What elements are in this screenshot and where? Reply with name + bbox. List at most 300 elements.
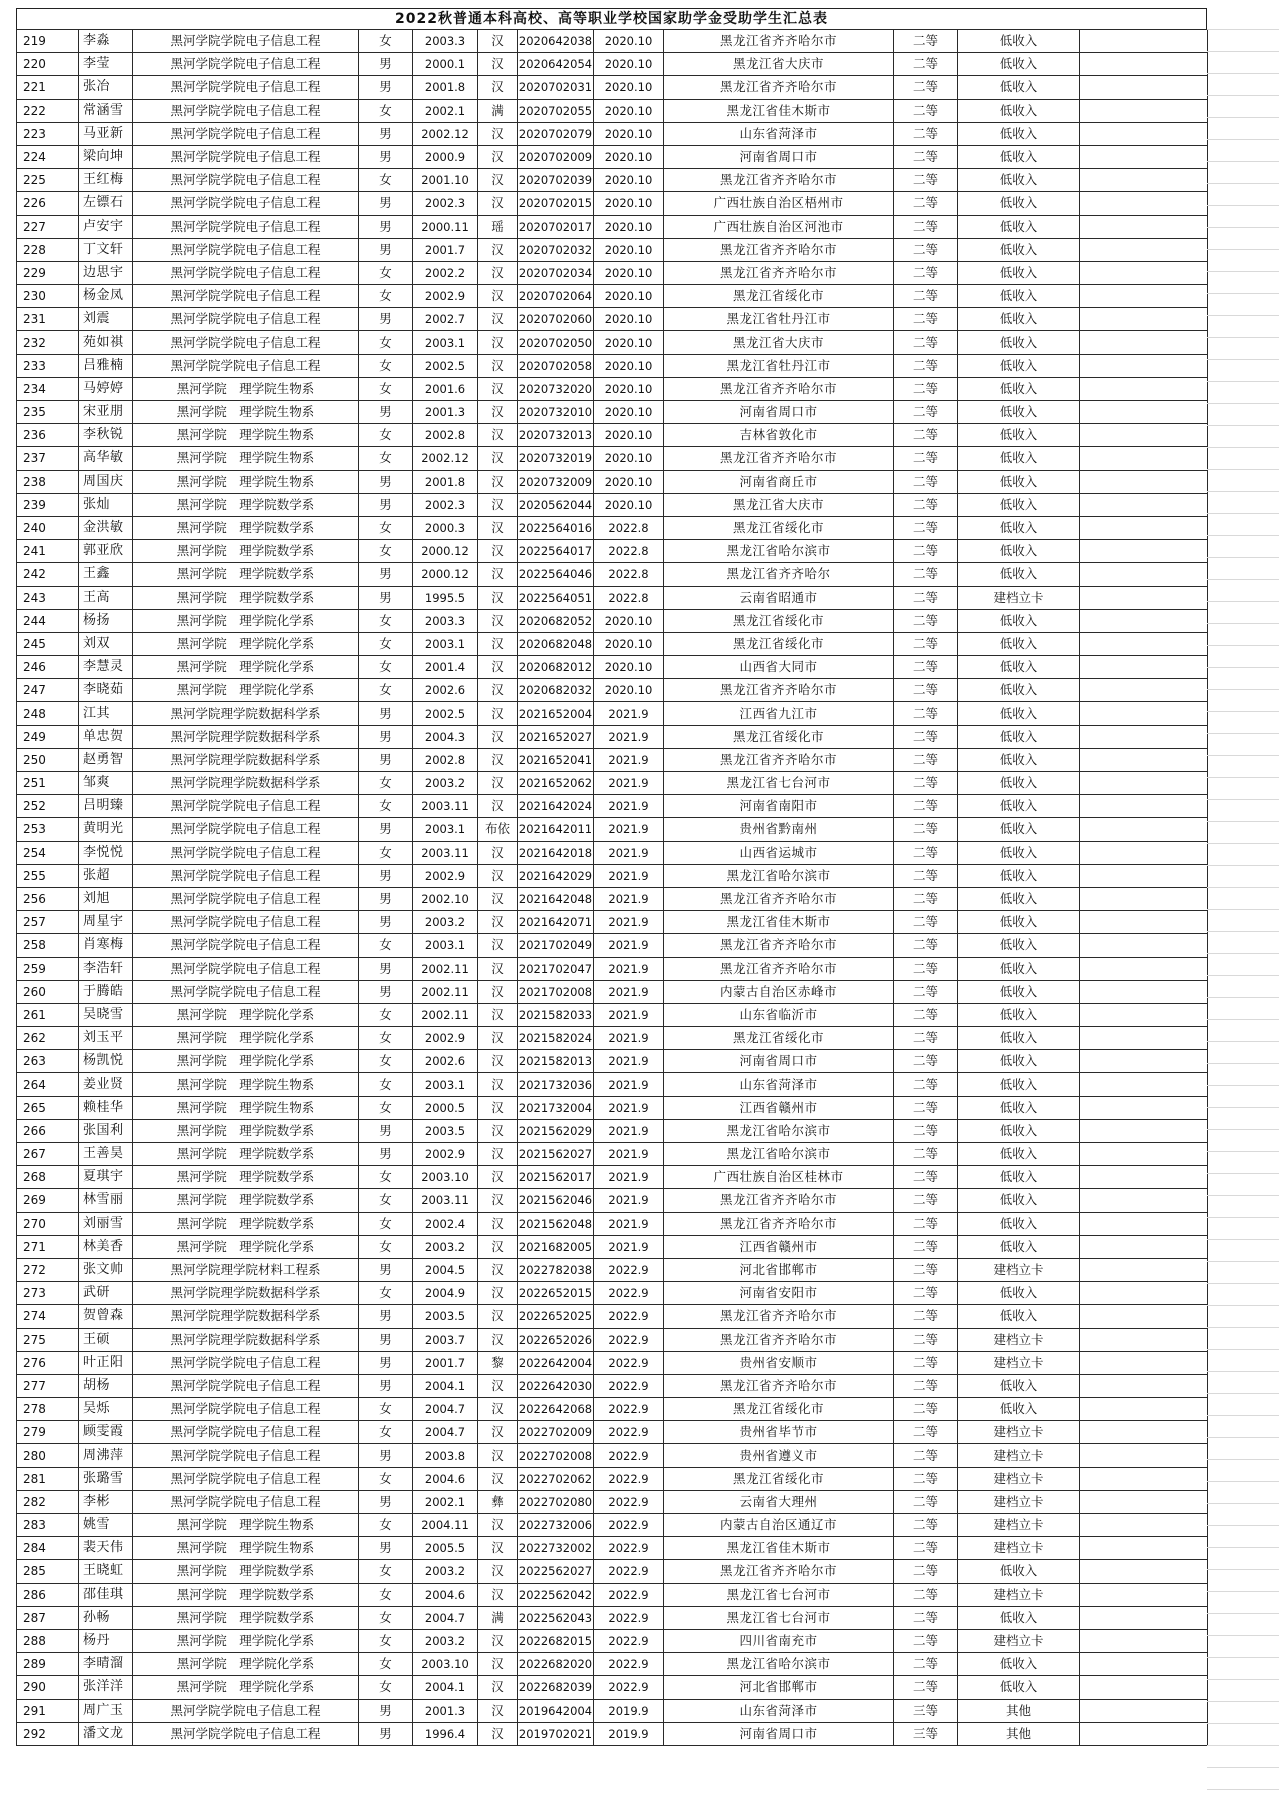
aid-reason-cell: 低收入: [958, 1653, 1080, 1676]
empty-cell: [1080, 53, 1208, 76]
table-row: [17, 1583, 1208, 1606]
birth-date-cell: 2002.11: [413, 957, 478, 980]
student-name-cell: 赵勇智: [79, 748, 133, 771]
enroll-date-cell: 2020.10: [594, 632, 664, 655]
enroll-date-cell: 2022.9: [594, 1537, 664, 1560]
enroll-date-cell: 2020.10: [594, 609, 664, 632]
ethnicity-cell: 汉: [478, 563, 518, 586]
gender-cell: 男: [359, 76, 413, 99]
hometown-cell: 河南省周口市: [664, 1722, 894, 1745]
aid-reason-cell: 建档立卡: [958, 1514, 1080, 1537]
table-row: [17, 540, 1208, 563]
ethnicity-cell: 汉: [478, 540, 518, 563]
hometown-cell: 黑龙江省齐齐哈尔市: [664, 934, 894, 957]
student-name-cell: 左镖石: [79, 192, 133, 215]
student-name-cell: 孙畅: [79, 1606, 133, 1629]
grade-level-cell: 二等: [894, 748, 958, 771]
aid-reason-cell: 低收入: [958, 53, 1080, 76]
table-row: [17, 1282, 1208, 1305]
ethnicity-cell: 汉: [478, 1676, 518, 1699]
department-cell: 黑河学院 理学院生物系: [133, 1537, 359, 1560]
aid-reason-cell: 低收入: [958, 1560, 1080, 1583]
aid-reason-cell: 低收入: [958, 818, 1080, 841]
enroll-date-cell: 2022.9: [594, 1606, 664, 1629]
empty-cell: [1080, 911, 1208, 934]
birth-date-cell: 2002.5: [413, 702, 478, 725]
gender-cell: 男: [359, 145, 413, 168]
enroll-date-cell: 2021.9: [594, 1050, 664, 1073]
gender-cell: 女: [359, 656, 413, 679]
row-number-cell: 245: [17, 632, 79, 655]
enroll-date-cell: 2020.10: [594, 122, 664, 145]
hometown-cell: 河南省周口市: [664, 1050, 894, 1073]
student-id-cell: 2021642011: [518, 818, 594, 841]
department-cell: 黑河学院学院电子信息工程: [133, 215, 359, 238]
birth-date-cell: 2003.11: [413, 1189, 478, 1212]
student-name-cell: 边思宇: [79, 261, 133, 284]
birth-date-cell: 2003.3: [413, 609, 478, 632]
table-row: [17, 1027, 1208, 1050]
enroll-date-cell: 2022.9: [594, 1514, 664, 1537]
row-number-cell: 270: [17, 1212, 79, 1235]
enroll-date-cell: 2021.9: [594, 1166, 664, 1189]
birth-date-cell: 2003.2: [413, 1629, 478, 1652]
department-cell: 黑河学院学院电子信息工程: [133, 1351, 359, 1374]
ethnicity-cell: 汉: [478, 1119, 518, 1142]
grade-level-cell: 二等: [894, 1514, 958, 1537]
birth-date-cell: 2004.6: [413, 1467, 478, 1490]
ethnicity-cell: 汉: [478, 887, 518, 910]
student-id-cell: 2020702017: [518, 215, 594, 238]
table-row: [17, 1073, 1208, 1096]
ethnicity-cell: 瑶: [478, 215, 518, 238]
empty-cell: [1080, 957, 1208, 980]
empty-cell: [1080, 261, 1208, 284]
row-number-cell: 256: [17, 887, 79, 910]
row-number-cell: 219: [17, 30, 79, 53]
hometown-cell: 黑龙江省牡丹江市: [664, 354, 894, 377]
hometown-cell: 黑龙江省大庆市: [664, 331, 894, 354]
birth-date-cell: 2003.11: [413, 795, 478, 818]
aid-reason-cell: 建档立卡: [958, 1421, 1080, 1444]
table-row: [17, 1328, 1208, 1351]
enroll-date-cell: 2020.10: [594, 331, 664, 354]
aid-reason-cell: 低收入: [958, 122, 1080, 145]
empty-cell: [1080, 1050, 1208, 1073]
grade-level-cell: 二等: [894, 1073, 958, 1096]
department-cell: 黑河学院 理学院生物系: [133, 1514, 359, 1537]
hometown-cell: 黑龙江省绥化市: [664, 1027, 894, 1050]
grade-level-cell: 二等: [894, 1676, 958, 1699]
enroll-date-cell: 2021.9: [594, 772, 664, 795]
birth-date-cell: 2001.7: [413, 1351, 478, 1374]
enroll-date-cell: 2020.10: [594, 99, 664, 122]
birth-date-cell: 2000.12: [413, 540, 478, 563]
student-name-cell: 王鑫: [79, 563, 133, 586]
student-id-cell: 2021562048: [518, 1212, 594, 1235]
ethnicity-cell: 汉: [478, 1050, 518, 1073]
grade-level-cell: 二等: [894, 1003, 958, 1026]
student-name-cell: 梁向坤: [79, 145, 133, 168]
student-id-cell: 2022732002: [518, 1537, 594, 1560]
student-name-cell: 叶正阳: [79, 1351, 133, 1374]
grade-level-cell: 二等: [894, 864, 958, 887]
row-number-cell: 236: [17, 424, 79, 447]
student-name-cell: 姚雪: [79, 1514, 133, 1537]
grade-level-cell: 二等: [894, 911, 958, 934]
row-number-cell: 264: [17, 1073, 79, 1096]
grade-level-cell: 二等: [894, 215, 958, 238]
gender-cell: 男: [359, 215, 413, 238]
birth-date-cell: 2003.1: [413, 818, 478, 841]
empty-cell: [1080, 1653, 1208, 1676]
gender-cell: 女: [359, 447, 413, 470]
table-row: [17, 30, 1208, 53]
student-name-cell: 裴天伟: [79, 1537, 133, 1560]
aid-reason-cell: 低收入: [958, 1398, 1080, 1421]
hometown-cell: 贵州省黔南州: [664, 818, 894, 841]
ethnicity-cell: 汉: [478, 1143, 518, 1166]
aid-reason-cell: 低收入: [958, 609, 1080, 632]
student-id-cell: 2020682032: [518, 679, 594, 702]
row-number-cell: 243: [17, 586, 79, 609]
student-name-cell: 李彬: [79, 1490, 133, 1513]
student-id-cell: 2021652062: [518, 772, 594, 795]
enroll-date-cell: 2020.10: [594, 447, 664, 470]
grade-level-cell: 二等: [894, 957, 958, 980]
table-row: [17, 1003, 1208, 1026]
student-name-cell: 杨金凤: [79, 285, 133, 308]
row-number-cell: 266: [17, 1119, 79, 1142]
department-cell: 黑河学院理学院数据科学系: [133, 1282, 359, 1305]
hometown-cell: 黑龙江省齐齐哈尔市: [664, 887, 894, 910]
grade-level-cell: 二等: [894, 818, 958, 841]
ethnicity-cell: 满: [478, 99, 518, 122]
department-cell: 黑河学院 理学院数学系: [133, 516, 359, 539]
student-name-cell: 赖桂华: [79, 1096, 133, 1119]
aid-reason-cell: 低收入: [958, 1606, 1080, 1629]
gender-cell: 男: [359, 1444, 413, 1467]
row-number-cell: 254: [17, 841, 79, 864]
empty-cell: [1080, 1235, 1208, 1258]
aid-reason-cell: 低收入: [958, 447, 1080, 470]
department-cell: 黑河学院 理学院生物系: [133, 1073, 359, 1096]
hometown-cell: 河北省邯郸市: [664, 1676, 894, 1699]
student-id-cell: 2021642048: [518, 887, 594, 910]
ethnicity-cell: 布依: [478, 818, 518, 841]
aid-reason-cell: 低收入: [958, 795, 1080, 818]
row-number-cell: 275: [17, 1328, 79, 1351]
ethnicity-cell: 汉: [478, 1537, 518, 1560]
gender-cell: 女: [359, 285, 413, 308]
enroll-date-cell: 2020.10: [594, 679, 664, 702]
gender-cell: 女: [359, 1096, 413, 1119]
gender-cell: 男: [359, 702, 413, 725]
row-number-cell: 286: [17, 1583, 79, 1606]
student-name-cell: 李秋锐: [79, 424, 133, 447]
table-row: [17, 1119, 1208, 1142]
student-id-cell: 2021652027: [518, 725, 594, 748]
grade-level-cell: 二等: [894, 540, 958, 563]
department-cell: 黑河学院学院电子信息工程: [133, 1722, 359, 1745]
gender-cell: 女: [359, 679, 413, 702]
empty-cell: [1080, 1328, 1208, 1351]
birth-date-cell: 2001.3: [413, 1699, 478, 1722]
grade-level-cell: 二等: [894, 516, 958, 539]
table-row: [17, 1560, 1208, 1583]
ethnicity-cell: 汉: [478, 1235, 518, 1258]
row-number-cell: 250: [17, 748, 79, 771]
department-cell: 黑河学院学院电子信息工程: [133, 122, 359, 145]
birth-date-cell: 2003.11: [413, 841, 478, 864]
department-cell: 黑河学院 理学院数学系: [133, 586, 359, 609]
student-name-cell: 李晓茹: [79, 679, 133, 702]
enroll-date-cell: 2021.9: [594, 934, 664, 957]
hometown-cell: 山东省菏泽市: [664, 1699, 894, 1722]
ethnicity-cell: 汉: [478, 1583, 518, 1606]
gender-cell: 女: [359, 169, 413, 192]
grade-level-cell: 二等: [894, 1050, 958, 1073]
spreadsheet: [16, 8, 1207, 1746]
ethnicity-cell: 汉: [478, 934, 518, 957]
birth-date-cell: 2000.3: [413, 516, 478, 539]
hometown-cell: 黑龙江省绥化市: [664, 1398, 894, 1421]
student-name-cell: 杨凯悦: [79, 1050, 133, 1073]
student-id-cell: 2021582013: [518, 1050, 594, 1073]
student-id-cell: 2020702060: [518, 308, 594, 331]
gender-cell: 女: [359, 1189, 413, 1212]
department-cell: 黑河学院学院电子信息工程: [133, 145, 359, 168]
department-cell: 黑河学院 理学院数学系: [133, 1606, 359, 1629]
department-cell: 黑河学院学院电子信息工程: [133, 169, 359, 192]
ethnicity-cell: 汉: [478, 1328, 518, 1351]
gender-cell: 男: [359, 725, 413, 748]
empty-cell: [1080, 725, 1208, 748]
enroll-date-cell: 2022.8: [594, 540, 664, 563]
row-number-cell: 222: [17, 99, 79, 122]
birth-date-cell: 2003.2: [413, 772, 478, 795]
student-name-cell: 刘双: [79, 632, 133, 655]
gender-cell: 男: [359, 980, 413, 1003]
department-cell: 黑河学院 理学院数学系: [133, 493, 359, 516]
department-cell: 黑河学院学院电子信息工程: [133, 30, 359, 53]
ethnicity-cell: 汉: [478, 1514, 518, 1537]
student-id-cell: 2022682039: [518, 1676, 594, 1699]
birth-date-cell: 2003.5: [413, 1305, 478, 1328]
enroll-date-cell: 2022.9: [594, 1305, 664, 1328]
enroll-date-cell: 2022.9: [594, 1282, 664, 1305]
enroll-date-cell: 2021.9: [594, 980, 664, 1003]
hometown-cell: 黑龙江省齐齐哈尔市: [664, 377, 894, 400]
student-name-cell: 肖寒梅: [79, 934, 133, 957]
hometown-cell: 河南省周口市: [664, 145, 894, 168]
birth-date-cell: 2002.3: [413, 493, 478, 516]
hometown-cell: 黑龙江省绥化市: [664, 285, 894, 308]
empty-cell: [1080, 934, 1208, 957]
gender-cell: 男: [359, 470, 413, 493]
table-row: [17, 1050, 1208, 1073]
empty-cell: [1080, 772, 1208, 795]
table-row: [17, 516, 1208, 539]
aid-reason-cell: 建档立卡: [958, 1467, 1080, 1490]
student-id-cell: 2022564051: [518, 586, 594, 609]
grade-level-cell: 二等: [894, 1305, 958, 1328]
birth-date-cell: 2005.5: [413, 1537, 478, 1560]
table-row: [17, 1258, 1208, 1281]
department-cell: 黑河学院理学院数据科学系: [133, 725, 359, 748]
row-number-cell: 267: [17, 1143, 79, 1166]
student-id-cell: 2022702009: [518, 1421, 594, 1444]
hometown-cell: 黑龙江省哈尔滨市: [664, 1143, 894, 1166]
department-cell: 黑河学院 理学院数学系: [133, 1166, 359, 1189]
birth-date-cell: 2002.8: [413, 748, 478, 771]
student-id-cell: 2020702064: [518, 285, 594, 308]
department-cell: 黑河学院学院电子信息工程: [133, 1421, 359, 1444]
birth-date-cell: 2003.1: [413, 1073, 478, 1096]
department-cell: 黑河学院 理学院生物系: [133, 401, 359, 424]
empty-cell: [1080, 401, 1208, 424]
enroll-date-cell: 2022.9: [594, 1629, 664, 1652]
ethnicity-cell: 汉: [478, 76, 518, 99]
student-id-cell: 2022702008: [518, 1444, 594, 1467]
birth-date-cell: 2002.11: [413, 980, 478, 1003]
student-id-cell: 2021652004: [518, 702, 594, 725]
table-row: [17, 887, 1208, 910]
grade-level-cell: 二等: [894, 772, 958, 795]
grade-level-cell: 三等: [894, 1699, 958, 1722]
row-number-cell: 282: [17, 1490, 79, 1513]
student-id-cell: 2021682005: [518, 1235, 594, 1258]
table-row: [17, 261, 1208, 284]
student-id-cell: 2022652015: [518, 1282, 594, 1305]
row-number-cell: 242: [17, 563, 79, 586]
aid-reason-cell: 建档立卡: [958, 1444, 1080, 1467]
empty-cell: [1080, 1189, 1208, 1212]
enroll-date-cell: 2022.9: [594, 1490, 664, 1513]
aid-reason-cell: 建档立卡: [958, 586, 1080, 609]
grade-level-cell: 二等: [894, 1653, 958, 1676]
student-name-cell: 李浩轩: [79, 957, 133, 980]
empty-cell: [1080, 447, 1208, 470]
student-name-cell: 潘文龙: [79, 1722, 133, 1745]
row-number-cell: 259: [17, 957, 79, 980]
empty-cell: [1080, 331, 1208, 354]
student-id-cell: 2022682020: [518, 1653, 594, 1676]
student-name-cell: 周广玉: [79, 1699, 133, 1722]
grade-level-cell: 二等: [894, 331, 958, 354]
hometown-cell: 黑龙江省齐齐哈尔市: [664, 238, 894, 261]
row-number-cell: 226: [17, 192, 79, 215]
department-cell: 黑河学院学院电子信息工程: [133, 76, 359, 99]
grade-level-cell: 二等: [894, 192, 958, 215]
student-name-cell: 杨丹: [79, 1629, 133, 1652]
grade-level-cell: 二等: [894, 145, 958, 168]
grade-level-cell: 二等: [894, 980, 958, 1003]
department-cell: 黑河学院学院电子信息工程: [133, 841, 359, 864]
empty-cell: [1080, 1305, 1208, 1328]
birth-date-cell: 2001.10: [413, 169, 478, 192]
aid-reason-cell: 建档立卡: [958, 1629, 1080, 1652]
row-number-cell: 238: [17, 470, 79, 493]
student-id-cell: 2021702008: [518, 980, 594, 1003]
hometown-cell: 黑龙江省绥化市: [664, 516, 894, 539]
table-row: [17, 609, 1208, 632]
row-number-cell: 257: [17, 911, 79, 934]
hometown-cell: 黑龙江省齐齐哈尔市: [664, 261, 894, 284]
student-id-cell: 2022652025: [518, 1305, 594, 1328]
department-cell: 黑河学院 理学院化学系: [133, 1676, 359, 1699]
row-number-cell: 261: [17, 1003, 79, 1026]
gender-cell: 男: [359, 1722, 413, 1745]
table-row: [17, 1514, 1208, 1537]
grade-level-cell: 二等: [894, 1027, 958, 1050]
aid-reason-cell: 低收入: [958, 470, 1080, 493]
row-number-cell: 235: [17, 401, 79, 424]
birth-date-cell: 2003.2: [413, 911, 478, 934]
gender-cell: 男: [359, 1374, 413, 1397]
ethnicity-cell: 汉: [478, 679, 518, 702]
hometown-cell: 黑龙江省齐齐哈尔市: [664, 169, 894, 192]
table-row: [17, 53, 1208, 76]
department-cell: 黑河学院学院电子信息工程: [133, 980, 359, 1003]
student-id-cell: 2022642068: [518, 1398, 594, 1421]
birth-date-cell: 2003.2: [413, 1235, 478, 1258]
gender-cell: 男: [359, 563, 413, 586]
gender-cell: 男: [359, 192, 413, 215]
row-number-cell: 244: [17, 609, 79, 632]
empty-cell: [1080, 887, 1208, 910]
ethnicity-cell: 汉: [478, 1722, 518, 1745]
aid-reason-cell: 低收入: [958, 516, 1080, 539]
table-row: [17, 424, 1208, 447]
empty-cell: [1080, 285, 1208, 308]
birth-date-cell: 2002.6: [413, 679, 478, 702]
enroll-date-cell: 2022.9: [594, 1560, 664, 1583]
student-id-cell: 2020642038: [518, 30, 594, 53]
hometown-cell: 黑龙江省哈尔滨市: [664, 864, 894, 887]
aid-reason-cell: 低收入: [958, 308, 1080, 331]
student-name-cell: 林雪丽: [79, 1189, 133, 1212]
table-row: [17, 122, 1208, 145]
row-number-cell: 225: [17, 169, 79, 192]
table-row: [17, 1653, 1208, 1676]
gender-cell: 女: [359, 331, 413, 354]
table-row: [17, 493, 1208, 516]
aid-reason-cell: 低收入: [958, 331, 1080, 354]
department-cell: 黑河学院学院电子信息工程: [133, 1444, 359, 1467]
gender-cell: 女: [359, 1003, 413, 1026]
birth-date-cell: 2000.1: [413, 53, 478, 76]
birth-date-cell: 2003.1: [413, 934, 478, 957]
gender-cell: 女: [359, 841, 413, 864]
birth-date-cell: 2003.10: [413, 1653, 478, 1676]
grade-level-cell: 二等: [894, 53, 958, 76]
grade-level-cell: 二等: [894, 285, 958, 308]
hometown-cell: 广西壮族自治区桂林市: [664, 1166, 894, 1189]
department-cell: 黑河学院 理学院数学系: [133, 563, 359, 586]
department-cell: 黑河学院学院电子信息工程: [133, 957, 359, 980]
gender-cell: 女: [359, 609, 413, 632]
gender-cell: 女: [359, 1514, 413, 1537]
department-cell: 黑河学院理学院数据科学系: [133, 1305, 359, 1328]
student-id-cell: 2021562017: [518, 1166, 594, 1189]
student-id-cell: 2022642030: [518, 1374, 594, 1397]
ethnicity-cell: 汉: [478, 145, 518, 168]
empty-cell: [1080, 1629, 1208, 1652]
department-cell: 黑河学院理学院数据科学系: [133, 1328, 359, 1351]
enroll-date-cell: 2020.10: [594, 354, 664, 377]
empty-cell: [1080, 1212, 1208, 1235]
